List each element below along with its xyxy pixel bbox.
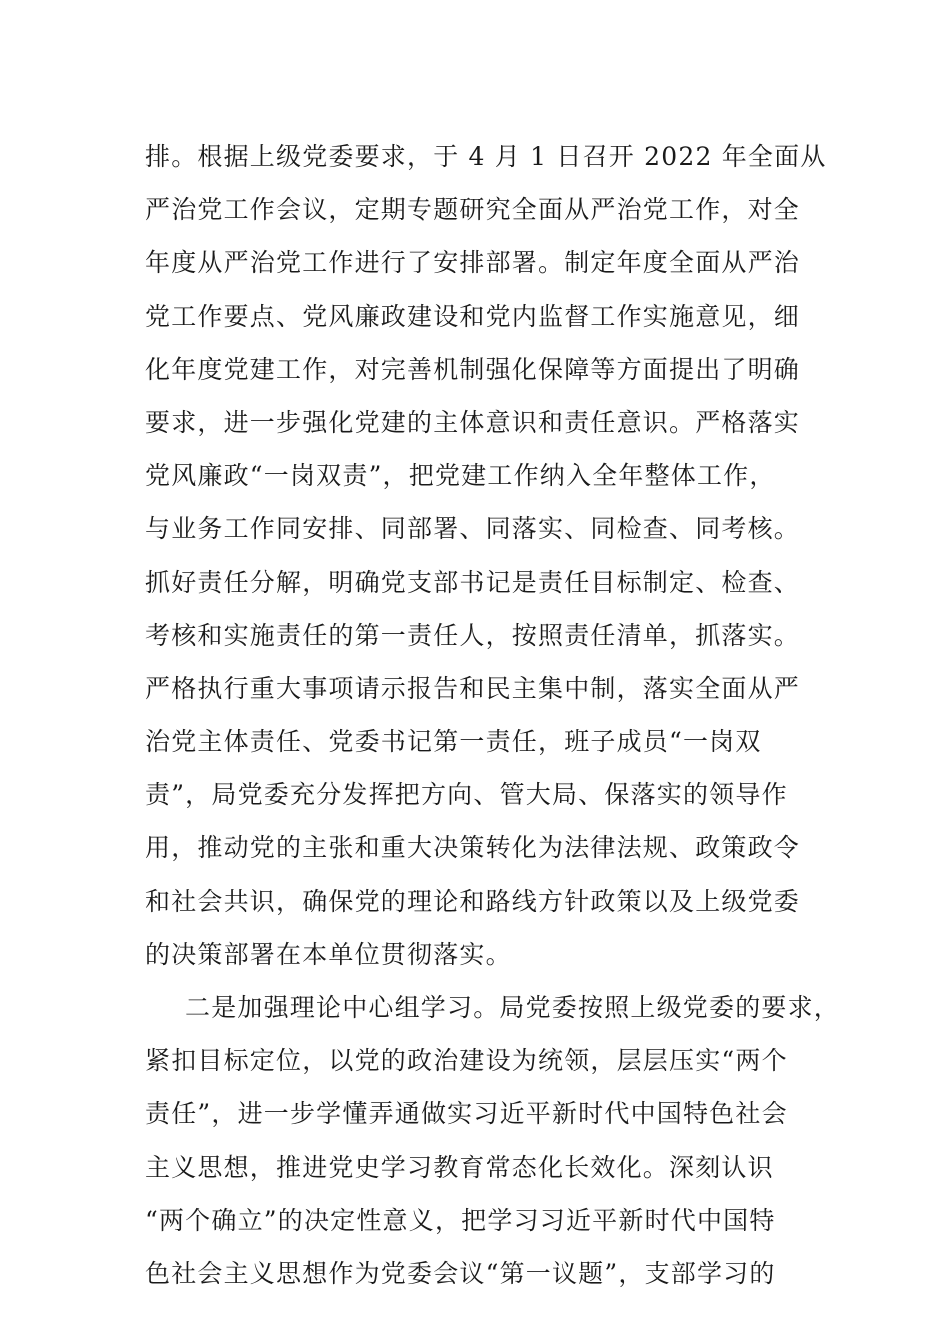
text-line: 责任”，进一步学懂弄通做实习近平新时代中国特色社会 <box>145 1099 788 1129</box>
text-line: 用，推动党的主张和重大决策转化为法律法规、政策政令 <box>145 833 801 863</box>
text-line: 党风廉政“一岗双责”，把党建工作纳入全年整体工作， <box>145 461 776 491</box>
text-line: 年度从严治党工作进行了安排部署。制定年度全面从严治 <box>145 248 801 278</box>
text-line: 要求，进一步强化党建的主体意识和责任意识。严格落实 <box>145 407 801 437</box>
text-line: 与业务工作同安排、同部署、同落实、同检查、同考核。 <box>145 514 801 544</box>
text-line: 责”，局党委充分发挥把方向、管大局、保落实的领导作 <box>145 780 788 810</box>
text-line: 党工作要点、党风廉政建设和党内监督工作实施意见，细 <box>145 301 801 331</box>
text-line: 紧扣目标定位，以党的政治建设为统领，层层压实“两个 <box>145 1046 788 1076</box>
text-line: 严格执行重大事项请示报告和民主集中制，落实全面从严 <box>145 673 801 703</box>
text-line: 的决策部署在本单位贯彻落实。 <box>145 939 512 969</box>
text-line: 考核和实施责任的第一责任人，按照责任清单，抓落实。 <box>145 620 801 650</box>
text-line: 化年度党建工作，对完善机制强化保障等方面提出了明确 <box>145 354 801 384</box>
text-line: 主义思想，推进党史学习教育常态化长效化。深刻认识 <box>145 1152 774 1182</box>
document-body <box>145 130 841 1300</box>
text-line: 色社会主义思想作为党委会议“第一议题”，支部学习的 <box>145 1258 776 1288</box>
text-line: 治党主体责任、党委书记第一责任，班子成员“一岗双 <box>145 727 762 757</box>
paragraph-first-line: 二是加强理论中心组学习。局党委按照上级党委的要求， <box>185 993 841 1022</box>
text-line: 排。根据上级党委要求，于 4 月 1 日召开 2022 年全面从 <box>145 142 827 171</box>
text-line: 和社会共识，确保党的理论和路线方针政策以及上级党委 <box>145 886 801 916</box>
text-line: 严治党工作会议，定期专题研究全面从严治党工作，对全 <box>145 195 801 225</box>
text-line: “两个确立”的决定性意义，把学习习近平新时代中国特 <box>145 1205 776 1235</box>
text-line: 抓好责任分解，明确党支部书记是责任目标制定、检查、 <box>145 567 801 597</box>
